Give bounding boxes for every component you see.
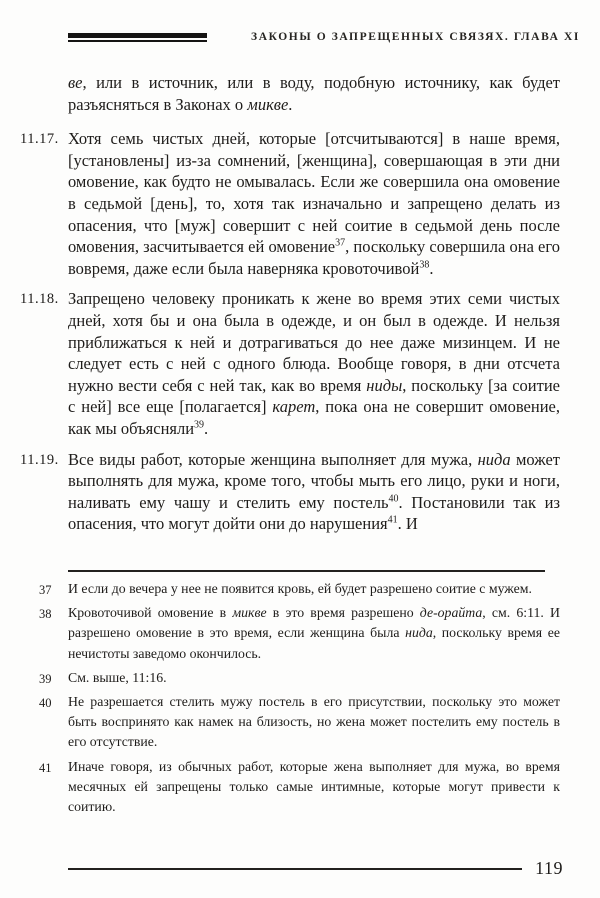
footnote-ref-41: 41 [387,514,398,526]
footnote-ref-38: 38 [419,259,430,271]
footnote-number: 37 [39,583,52,597]
text-segment: Запрещено человеку проникать к жене во время этих семи чистых дней, хотя бы и она была в одежде, и он был в одежде. И нельзя приближаться к ней и дотрагиваться до нее даже мизинцем. И не следует есть с ней с одного блюда. Вообще говоря, в дни отсчета нужно вести себя с ней так, как во время [68,289,560,395]
footnote-number: 39 [39,671,52,686]
text-segment: , поскольку [за соитие с ней] все еще [полагается] [68,375,560,417]
main-text-column [20,72,560,544]
footnote-number: 40 [39,696,52,711]
page-number: 119 [535,858,563,878]
footnote-separator-rule [68,570,545,572]
footnote-number: 41 [39,760,52,775]
text-segment: Все виды работ, которые женщина выполняет для мужа, [68,449,478,469]
page-footer [68,858,563,879]
paragraph-continuation [68,72,560,115]
text-segment: См. выше, 11:16. [68,669,167,685]
text-segment: . Постановили так из опасения, что могут дойти они до нарушения [68,492,560,534]
footnote-40 [39,692,560,753]
footnote-ref-37: 37 [335,237,346,249]
footnote-39 [39,668,560,688]
text-segment: может выполнять для мужа, кроме того, чтобы мыть его лицо, руки и ноги, наливать ему чашу и стелить ему постель [68,449,560,512]
chapter-title: ЗАКОНЫ О ЗАПРЕЩЕННЫХ СВЯЗЯХ. ГЛАВА XI [251,31,580,43]
footnote-41 [39,757,560,818]
footnote-37 [39,579,560,599]
paragraph-11-17 [20,128,560,279]
paragraph-number: 11.17. [20,131,59,148]
text-segment: Иначе говоря, из обычных работ, которые жена выполняет для мужа, во время месячных ей запрещены только самые интимные, которые могут привести к соитию. [68,758,560,815]
italic-term-nidda: нида [477,449,511,469]
text-segment: , или в источник, или в воду, подобную источнику, как будет разъясняться в Законах о [68,73,560,114]
italic-term-mikveh: микве [232,605,267,621]
footnote-number: 38 [39,607,52,622]
text-segment: . И [397,514,418,534]
paragraph-11-18 [20,288,560,439]
italic-term-deoraita: де-орайта [419,605,483,621]
text-segment: И если до вечера у нее не появится кровь, ей будет разрешено соитие с мужем. [68,581,532,596]
text-segment: Хотя семь чистых дней, которые [отсчитываются] в наше время, [установлены] из-за сомнений, [женщина], совершающая в эти дни омовение, как будто не омывалась. Если же совершила она омовение в седьмой [день], то, хотя так изначально и запрещено делать из опасения, что [муж] совершит с ней соитие в седьмой день после омовения, засчитывается ей омовение [68,129,560,257]
text-segment: Не разрешается стелить мужу постель в его присутствии, поскольку это может быть воспринято как намек на близость, но жена может постелить ему постель в его отсутствие. [68,694,560,750]
footnote-ref-40: 40 [388,493,399,505]
text-segment: , см. 6:11. И разрешено омовение в это время, если женщина была [68,605,561,641]
text-segment: Кровоточивой омовение в [68,605,233,621]
running-header [68,31,580,43]
paragraph-11-19 [20,449,560,535]
italic-term-nidda: нида [405,625,433,641]
italic-term-mikveh: микве [247,94,289,114]
text-segment: . [429,258,434,278]
text-segment: в это время разрешено [266,605,420,621]
footnote-ref-39: 39 [194,419,205,431]
text-segment: , пока она не совершит омовение, как мы объясняли [68,397,560,438]
italic-term-nidda: ниды [366,375,403,395]
text-segment: , поскольку совершила она его вовремя, даже если была наверняка кровоточивой [68,237,560,278]
header-rule [68,33,207,42]
footnote-38 [39,603,561,664]
italic-term-karet: карет [272,397,316,417]
paragraph-number: 11.18. [20,291,59,308]
paragraph-number: 11.19. [20,451,59,468]
footnotes-section [39,570,561,821]
text-segment: . [288,94,293,114]
text-segment: . [204,418,209,438]
footer-rule [68,868,522,870]
text-segment: , поскольку время ее нечистоты заведомо окончилось. [68,625,560,661]
italic-term: ве [68,73,83,92]
